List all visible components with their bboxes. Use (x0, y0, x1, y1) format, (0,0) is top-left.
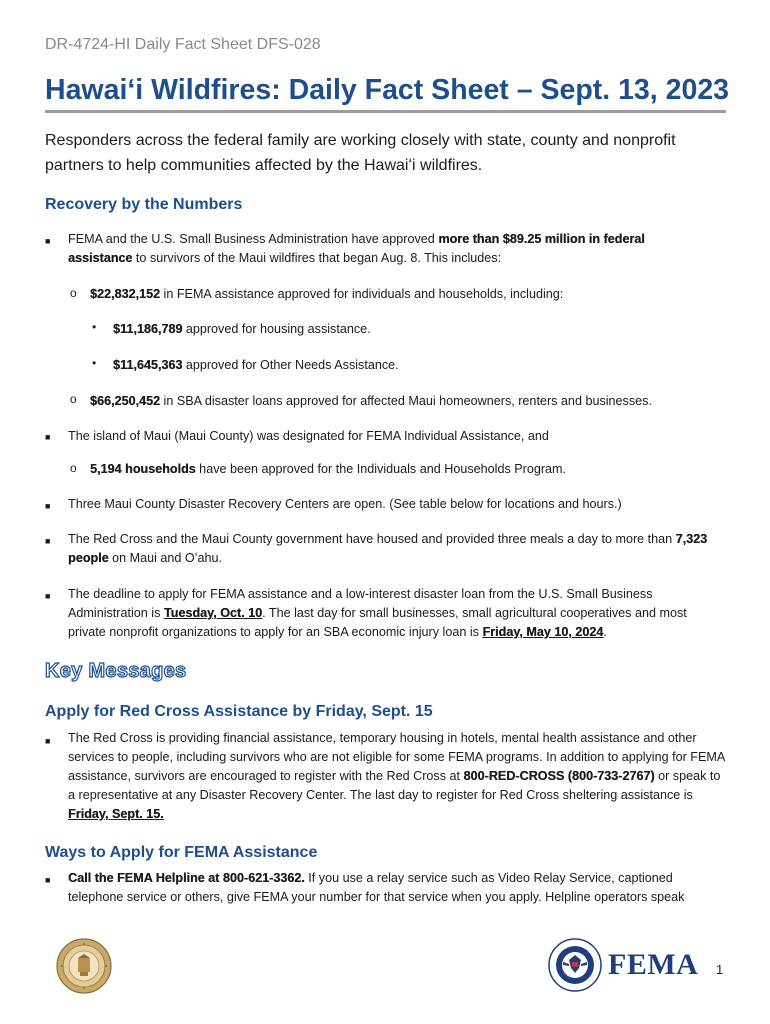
bullet-recovery-centers: Three Maui County Disaster Recovery Centers are open. (See table below for locations and hours.) (68, 497, 622, 511)
sub-bullet-marker: o (70, 286, 77, 300)
bullet-red-cross-housing: The Red Cross and the Maui County government have housed and provided three meals a day to more than 7,323 people on Maui and Oʻahu. (68, 532, 708, 565)
page-number: 1 (716, 962, 724, 977)
bullet-marker: ■ (45, 736, 51, 746)
intro-paragraph: Responders across the federal family are working closely with state, county and nonprofit partners to help communities affected by the Hawaiʻi wildfires. (45, 132, 676, 174)
bullet-deadlines: The deadline to apply for FEMA assistance and a low-interest disaster loan from the U.S. Small Business Administration is Tuesday, Oct. 10. The last day for small businesses, small agricultural cooperatives and most private nonprofit organizations to apply for an SBA economic injury loan is Friday, May 10, 2024. (68, 587, 687, 639)
fema-logo (548, 938, 698, 992)
bullet-marker: ■ (45, 236, 51, 246)
bullet-marker: ■ (45, 875, 51, 885)
bullet-marker: ■ (45, 591, 51, 601)
sub-bullet-marker: o (70, 461, 77, 475)
bullet-red-cross-assistance: The Red Cross is providing financial assistance, temporary housing in hotels, mental health assistance and other services to people, including survivors who are not eligible for some FEMA programs. In addition to applying for FEMA assistance, survivors are encouraged to register with the Red Cross at 800-RED-CROSS (800-733-2767) or speak to a representative at any Disaster Recovery Center. The last day to register for Red Cross sheltering assistance is Friday, Sept. 15. (68, 731, 725, 821)
sub-bullet-marker: o (70, 392, 77, 406)
sub-bullet-sba-loans: $66,250,452 in SBA disaster loans approved for affected Maui homeowners, renters and businesses. (90, 394, 652, 408)
sub-bullet-households: 5,194 households have been approved for the Individuals and Households Program. (90, 462, 567, 476)
recovery-heading: Recovery by the Numbers (45, 196, 243, 213)
bullet-marker: ■ (45, 536, 51, 546)
bullet-marker: ■ (45, 432, 51, 442)
title-divider (45, 110, 726, 113)
tertiary-bullet-housing: $11,186,789 approved for housing assistance. (113, 322, 371, 336)
sub-bullet-fema-assistance: $22,832,152 in FEMA assistance approved for individuals and households, including: (90, 287, 564, 301)
fema-wordmark: FEMA (608, 948, 699, 981)
tertiary-bullet-marker: • (92, 320, 97, 334)
page-title: Hawaiʻi Wildfires: Daily Fact Sheet – Sept. 13, 2023 (45, 74, 730, 106)
tertiary-bullet-other-needs: $11,645,363 approved for Other Needs Assistance. (113, 358, 399, 372)
dhs-seal-icon (548, 938, 602, 992)
bullet-maui-designation: The island of Maui (Maui County) was designated for FEMA Individual Assistance, and (68, 429, 549, 443)
bullet-marker: ■ (45, 501, 51, 511)
bullet-fema-helpline: Call the FEMA Helpline at 800-621-3362. If you use a relay service such as Video Relay Service, captioned telephone service or others, give FEMA your number for that service when you apply. Helpline operators speak (68, 871, 685, 904)
tertiary-bullet-marker: • (92, 356, 97, 370)
red-cross-heading: Apply for Red Cross Assistance by Friday, Sept. 15 (45, 703, 433, 720)
bullet-federal-assistance: FEMA and the U.S. Small Business Administration have approved more than $89.25 million in federal assistance to survivors of the Maui wildfires that began Aug. 8. This includes: (68, 232, 645, 265)
document-id: DR-4724-HI Daily Fact Sheet DFS-028 (45, 36, 321, 53)
fema-apply-heading: Ways to Apply for FEMA Assistance (45, 844, 318, 861)
key-messages-heading: Key Messages (45, 660, 187, 682)
hawaii-state-seal-icon (56, 938, 112, 994)
